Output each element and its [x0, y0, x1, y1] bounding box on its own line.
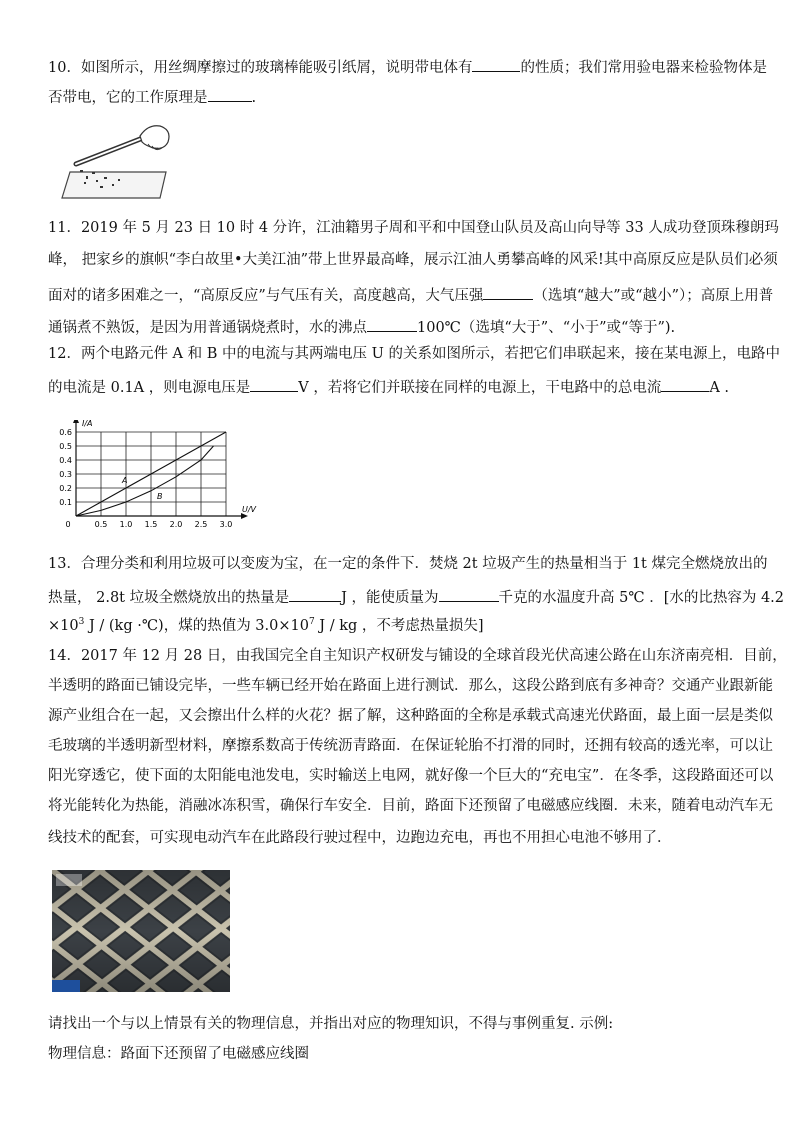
q13-blank-1[interactable]: [289, 586, 341, 602]
series-line-B: [76, 446, 214, 516]
q10-line2: [48, 86, 760, 108]
q14-line5: 阳光穿透它，使下面的太阳能电池发电，实时输送上电网，就好像一个巨大的“充电宝”．在冬季，这段路面还可以: [48, 768, 774, 784]
q11-line4: [48, 316, 760, 338]
q14-line4: 毛玻璃的半透明新型材料，摩擦系数高于传统沥青路面．在保证轮胎不打滑的同时，还拥有较高的透光率，可以让: [48, 738, 773, 754]
iu-chart: [44, 420, 264, 538]
q10-text-c: 否带电，它的工作原理是: [48, 90, 208, 106]
x-tick-label-2: 1.0: [119, 520, 133, 529]
x-axis-label: U/V: [242, 505, 257, 514]
q14-line6: 将光能转化为热能，消融冰冻积雪，确保行车安全．目前，路面下还预留了电磁感应线圈．未来，随着电动汽车无: [48, 798, 773, 814]
q14-line1: 14．2017 年 12 月 28 日，由我国完全自主知识产权研发与铺设的全球首段光伏高速公路在山东济南亮相．目前，: [48, 648, 787, 664]
q10-text-d: .: [251, 90, 257, 106]
x-tick-label-0: 0: [65, 520, 71, 529]
glass-rod-highlight: [76, 136, 148, 164]
q11-text-a: 面对的诸多困难之一，“高原反应”与气压有关，高度越高，大气压强: [48, 288, 484, 304]
x-tick-label-3: 1.5: [144, 520, 158, 529]
q11-line2: 峰， 把家乡的旗帜“李白故里•大美江油”带上世界最高峰，展示江油人勇攀高峰的风采!其中高原反应是队员们必须: [48, 252, 778, 268]
q12-text-b: V ，若将它们并联接在同样的电源上，干电路中的总电流: [298, 380, 662, 396]
q10-blank-2[interactable]: [208, 86, 252, 102]
q10-text-b: 的性质；我们常用验电器来检验物体是: [520, 60, 767, 76]
q13-line1: 13．合理分类和利用垃圾可以变废为宝，在一定的条件下．焚烧 2t 垃圾产生的热量相当于 1t 煤完全燃烧放出的: [48, 556, 768, 572]
q13-text-f: J / kg ，不考虑热量损失]: [314, 618, 484, 634]
q12-blank-1[interactable]: [250, 376, 298, 392]
q13-text-a: 热量， 2.8t 垃圾全燃烧放出的热量是: [48, 590, 290, 606]
q12-blank-2[interactable]: [661, 376, 709, 392]
y-tick-label-0: 0.1: [59, 498, 72, 507]
q13-exponent-2: 7: [308, 617, 315, 628]
q12-text-a: 的电流是 0.1A ，则电源电压是: [48, 380, 251, 396]
q11-text-d: 100℃（选填“大于”、“小于”或“等于”).: [417, 320, 676, 336]
tv-logo-mark: [56, 874, 82, 886]
q12-line1: 12．两个电路元件 A 和 B 中的电流与其两端电压 U 的关系如图所示，若把它们串联起来，接在某电源上，电路中: [48, 346, 780, 362]
hand: [140, 126, 169, 149]
y-tick-label-3: 0.4: [59, 456, 72, 465]
series-label-B: B: [157, 491, 163, 501]
solar-road-photo: [52, 870, 230, 992]
q11-text-b: （选填“越大”或“越小”）；高原上用普: [533, 288, 774, 304]
q14-line2: 半透明的路面已铺设完毕，一些车辆已经开始在路面上进行测试．那么，这段公路到底有多神奇？交通产业跟新能: [48, 678, 773, 694]
glass-rod-figure: [56, 122, 176, 204]
q11-line1: 11．2019 年 5 月 23 日 10 时 4 分许，江油籍男子周和平和中国登山队员及高山向导等 33 人成功登顶珠穆朗玛: [48, 220, 779, 236]
y-axis-arrow: [73, 420, 79, 423]
x-tick-label-1: 0.5: [94, 520, 108, 529]
q13-text-c: 千克的水温度升高 5℃ ．[水的比热容为 4.2: [498, 590, 785, 606]
q11-blank-1[interactable]: [483, 284, 533, 300]
q11-line3: [48, 284, 774, 306]
q14-line7: 线技术的配套，可实现电动汽车在此路段行驶过程中，边跑边充电，再也不用担心电池不够用了．: [48, 830, 672, 846]
series-label-A: A: [122, 476, 128, 485]
photo-shading: [52, 870, 230, 992]
q13-text-d: ×10: [48, 618, 79, 634]
q13-line3: [48, 616, 760, 636]
q14-example: 物理信息：路面下还预留了电磁感应线圈: [48, 1046, 309, 1062]
q10-text-a: 10．如图所示，用丝绸摩擦过的玻璃棒能吸引纸屑，说明带电体有: [48, 60, 473, 76]
q10-line1: [48, 56, 767, 78]
q14-prompt: 请找出一个与以上情景有关的物理信息，并指出对应的物理知识，不得与事例重复. 示例:: [48, 1016, 614, 1032]
tv-caption-mark: [52, 980, 80, 992]
y-axis-label: I/A: [82, 420, 93, 428]
q11-blank-2[interactable]: [367, 316, 417, 332]
y-tick-label-1: 0.2: [59, 484, 72, 493]
y-tick-label-4: 0.5: [59, 442, 72, 451]
y-tick-label-2: 0.3: [59, 470, 72, 479]
q14-line3: 源产业组合在一起，又会擦出什么样的火花？据了解，这种路面的全称是承载式高速光伏路面，最上面一层是类似: [48, 708, 773, 724]
q13-line2: [48, 586, 785, 608]
y-tick-label-5: 0.6: [59, 428, 72, 437]
x-tick-label-4: 2.0: [169, 520, 183, 529]
x-tick-label-5: 2.5: [194, 520, 208, 529]
q12-text-c: A .: [709, 380, 730, 396]
q13-exponent-1: 3: [78, 617, 85, 628]
q10-blank-1[interactable]: [472, 56, 520, 72]
q13-text-e: J / (kg ·℃)，煤的热值为 3.0×10: [84, 618, 309, 634]
q12-line2: [48, 376, 760, 398]
x-tick-label-6: 3.0: [219, 520, 233, 529]
q11-text-c: 通锅煮不熟饭，是因为用普通锅烧煮时，水的沸点: [48, 320, 367, 336]
q13-text-b: J ，能使质量为: [341, 590, 439, 606]
q13-blank-2[interactable]: [439, 586, 499, 602]
